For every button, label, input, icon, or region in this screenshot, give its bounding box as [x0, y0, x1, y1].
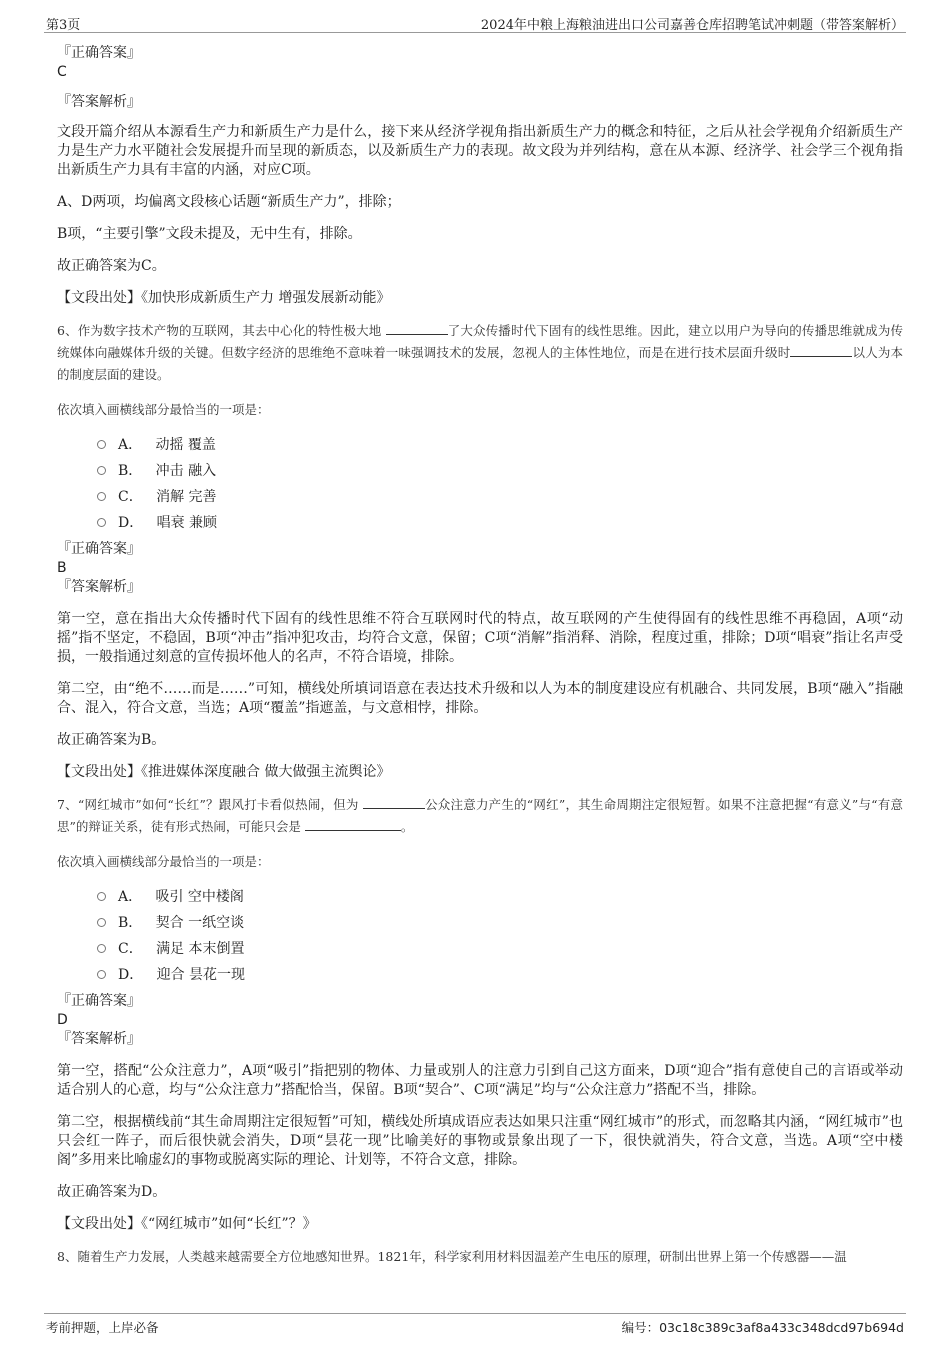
correct-answer-value: D: [57, 1012, 68, 1028]
option-c[interactable]: C． 消解 完善: [97, 484, 903, 510]
option-c[interactable]: C． 满足 本末倒置: [97, 936, 903, 962]
question-6: [57, 320, 903, 782]
page-number: 第3页: [46, 18, 81, 33]
explanation-paragraph: B项，“主要引擎”文段未提及，无中生有，排除。: [57, 226, 362, 242]
question-text: 7、“网红城市”如何“长红”？跟风打卡看似热闹，但为 公众注意力产生的“网红”，其生命周期注定很短暂。如果不注意把握“有意义”与“有意思”的辩证关系，徒有形式热闹，可能只会是 。: [57, 797, 903, 834]
radio-button-icon[interactable]: [97, 440, 106, 449]
question-prompt: 依次填入画横线部分最恰当的一项是：: [57, 402, 270, 417]
answer-block-5: [57, 44, 903, 308]
document-body: [57, 44, 903, 1268]
radio-button-icon[interactable]: [97, 918, 106, 927]
explanation-conclusion: 故正确答案为B。: [57, 732, 166, 748]
radio-button-icon[interactable]: [97, 892, 106, 901]
page-header: [44, 10, 906, 33]
question-text: 6、作为数字技术产物的互联网，其去中心化的特性极大地 了大众传播时代下固有的线性思维。因此，建立以用户为导向的传播思维就成为传统媒体向融媒体升级的关键。但数字经济的思维绝不意味着一味强调技术的发展，忽视人的主体性地位，而是在进行技术层面升级时 以人为本的制度层面的建设。: [57, 323, 903, 382]
option-list: [97, 884, 903, 988]
fill-blank: [363, 796, 425, 809]
option-b[interactable]: B． 冲击 融入: [97, 458, 903, 484]
explanation-paragraph: 第一空，意在指出大众传播时代下固有的线性思维不符合互联网时代的特点，故互联网的产生使得固有的线性思维不再稳固，A项“动摇”指不坚定，不稳固，B项“冲击”指冲犯攻击，均符合文意，保留；C项“消解”指消释、消除，程度过重，排除；D项“唱衰”指让名声受损，一般指通过刻意的宣传损坏他人的名声，不符合语境，排除。: [57, 611, 903, 665]
document-title: 2024年中粮上海粮油进出口公司嘉善仓库招聘笔试冲刺题（带答案解析）: [480, 18, 904, 33]
explanation-label: 『答案解析』: [57, 1031, 141, 1047]
fill-blank: [305, 818, 401, 831]
option-b[interactable]: B． 契合 一纸空谈: [97, 910, 903, 936]
fill-blank: [386, 322, 448, 335]
source-citation: 【文段出处】《加快形成新质生产力 增强发展新动能》: [57, 290, 391, 306]
radio-button-icon[interactable]: [97, 944, 106, 953]
question-text: 8、随着生产力发展，人类越来越需要全方位地感知世界。1821年，科学家利用材料因温差产生电压的原理，研制出世界上第一个传感器——温: [57, 1249, 847, 1264]
source-citation: 【文段出处】《“网红城市”如何“长红”？》: [57, 1216, 317, 1232]
correct-answer-label: 『正确答案』: [57, 45, 141, 61]
explanation-conclusion: 故正确答案为C。: [57, 258, 166, 274]
explanation-paragraph: 文段开篇介绍从本源看生产力和新质生产力是什么，接下来从经济学视角指出新质生产力的概念和特征，之后从社会学视角介绍新质生产力是生产力水平随社会发展提升而呈现的新质态，以及新质生产力的表现。故文段为并列结构，意在从本源、经济学、社会学三个视角指出新质生产力具有丰富的内涵，对应C项。: [57, 124, 903, 178]
explanation-paragraph: 第一空，搭配“公众注意力”，A项“吸引”指把别的物体、力量或别人的注意力引到自己这方面来，D项“迎合”指有意使自己的言语或举动适合别人的心意，均与“公众注意力”搭配恰当，保留。B项“契合”、C项“满足”均与“公众注意力”搭配不当，排除。: [57, 1063, 903, 1098]
correct-answer-value: B: [57, 560, 67, 576]
footer-slogan: 考前押题，上岸必备: [46, 1320, 159, 1335]
explanation-label: 『答案解析』: [57, 579, 141, 595]
explanation-paragraph: 第二空，由“绝不……而是……”可知，横线处所填词语意在表达技术升级和以人为本的制度建设应有机融合、共同发展，B项“融入”指融合、混入，符合文意，当选；A项“覆盖”指遮盖，与文意相悖，排除。: [57, 681, 903, 716]
radio-button-icon[interactable]: [97, 970, 106, 979]
correct-answer-label: 『正确答案』: [57, 541, 141, 557]
radio-button-icon[interactable]: [97, 518, 106, 527]
option-list: [97, 432, 903, 536]
question-prompt: 依次填入画横线部分最恰当的一项是：: [57, 854, 270, 869]
page-footer: [44, 1313, 906, 1336]
correct-answer-value: C: [57, 64, 67, 80]
correct-answer-label: 『正确答案』: [57, 993, 141, 1009]
fill-blank: [790, 344, 852, 357]
option-a[interactable]: A． 吸引 空中楼阁: [97, 884, 903, 910]
explanation-label: 『答案解析』: [57, 94, 141, 110]
option-d[interactable]: D． 迎合 昙花一现: [97, 962, 903, 988]
option-d[interactable]: D． 唱衰 兼顾: [97, 510, 903, 536]
document-code: 编号：03c18c389c3af8a433c348dcd97b694d: [621, 1320, 904, 1335]
radio-button-icon[interactable]: [97, 466, 106, 475]
source-citation: 【文段出处】《推进媒体深度融合 做大做强主流舆论》: [57, 764, 391, 780]
option-a[interactable]: A． 动摇 覆盖: [97, 432, 903, 458]
question-8: [57, 1246, 903, 1268]
question-7: [57, 794, 903, 1234]
explanation-conclusion: 故正确答案为D。: [57, 1184, 167, 1200]
explanation-paragraph: A、D两项，均偏离文段核心话题“新质生产力”，排除；: [57, 194, 401, 210]
radio-button-icon[interactable]: [97, 492, 106, 501]
explanation-paragraph: 第二空，根据横线前“其生命周期注定很短暂”可知，横线处所填成语应表达如果只注重“网红城市”的形式，而忽略其内涵，“网红城市”也只会红一阵子，而后很快就会消失，D项“昙花一现”比喻美好的事物或景象出现了一下，很快就消失，符合文意，当选。A项“空中楼阁”多用来比喻虚幻的事物或脱离实际的理论、计划等，不符合文意，排除。: [57, 1114, 903, 1168]
